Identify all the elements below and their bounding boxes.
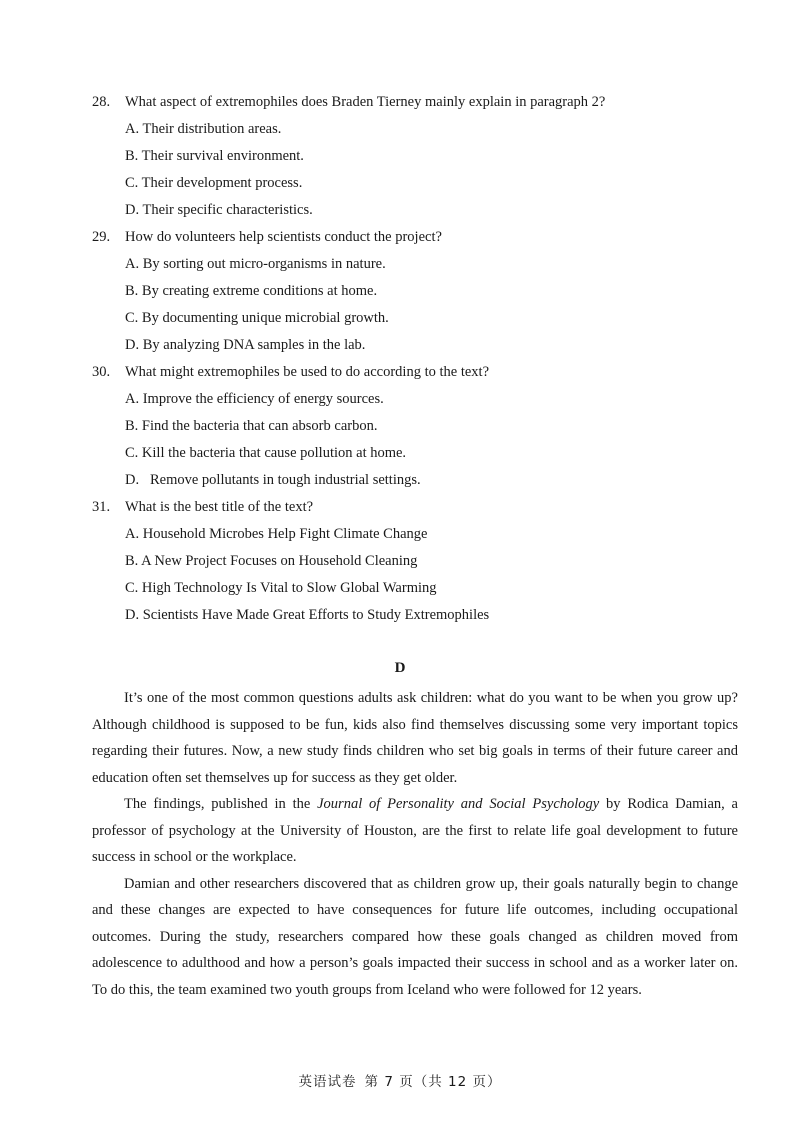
option-d: D. Remove pollutants in tough industrial settings. <box>125 472 421 488</box>
option-a: A. Household Microbes Help Fight Climate Change <box>125 526 428 542</box>
option-d: D. Their specific characteristics. <box>125 202 313 218</box>
question-stem: How do volunteers help scientists conduct the project? <box>125 229 442 245</box>
footer-subject: 英语试卷 <box>298 1074 357 1090</box>
paragraph-1: It’s one of the most common questions adults ask children: what do you want to be when you grow up? Although childhood is supposed to be fun, kids also find themselves discussing some very important topics regarding their futures. Now, a new study finds children who set big goals in terms of their future career and education often set themselves up for success as they get older. <box>92 690 738 786</box>
option-b: B. By creating extreme conditions at home. <box>125 283 378 299</box>
question-number: 29. <box>92 229 111 245</box>
option-c: C. Kill the bacteria that cause pollution at home. <box>125 445 407 461</box>
option-c: C. High Technology Is Vital to Slow Global Warming <box>125 580 437 596</box>
question-stem: What aspect of extremophiles does Braden Tierney mainly explain in paragraph 2? <box>125 94 606 110</box>
question-stem: What might extremophiles be used to do according to the text? <box>125 364 490 380</box>
option-a: A. By sorting out micro-organisms in nature. <box>125 256 386 272</box>
question-list <box>92 90 732 630</box>
option-d: D. Scientists Have Made Great Efforts to Study Extremophiles <box>125 607 490 623</box>
question-stem: What is the best title of the text? <box>125 499 314 515</box>
option-a: A. Their distribution areas. <box>125 121 282 137</box>
paragraph-2-rest: by Rodica Damian, a professor of psychology at the University of Houston, are the first to relate life goal development to future success in school or the workplace. <box>92 796 738 865</box>
reading-passage <box>92 685 738 1003</box>
question-number: 31. <box>92 499 111 515</box>
journal-title: Journal of Personality and Social Psychology <box>317 796 600 812</box>
option-c: C. By documenting unique microbial growth. <box>125 310 389 326</box>
option-c: C. Their development process. <box>125 175 303 191</box>
footer-page-number: 第 7 页（共 12 页） <box>364 1074 502 1090</box>
option-b: B. Their survival environment. <box>125 148 304 164</box>
question-number: 30. <box>92 364 111 380</box>
section-heading: D <box>394 660 406 676</box>
paragraph-3: Damian and other researchers discovered that as children grow up, their goals naturally begin to change and these changes are expected to have consequences for future life outcomes, including occupational outcomes. During the study, researchers compared how these goals changed as children moved from adolescence to adulthood and how a person’s goals impacted their success in school and as a worker later on. To do this, the team examined two youth groups from Iceland who were followed for 12 years. <box>92 875 738 998</box>
option-b: B. A New Project Focuses on Household Cleaning <box>125 553 418 569</box>
paragraph-2-intro: The findings, published in the <box>124 796 318 812</box>
paragraph-2 <box>92 791 738 871</box>
question-29 <box>92 225 732 360</box>
question-30 <box>92 360 732 495</box>
option-b: B. Find the bacteria that can absorb carbon. <box>125 418 378 434</box>
question-28 <box>92 90 732 225</box>
option-d: D. By analyzing DNA samples in the lab. <box>125 337 366 353</box>
page-footer <box>0 1070 800 1090</box>
question-31 <box>92 495 732 630</box>
question-number: 28. <box>92 94 111 110</box>
option-a: A. Improve the efficiency of energy sources. <box>125 391 384 407</box>
